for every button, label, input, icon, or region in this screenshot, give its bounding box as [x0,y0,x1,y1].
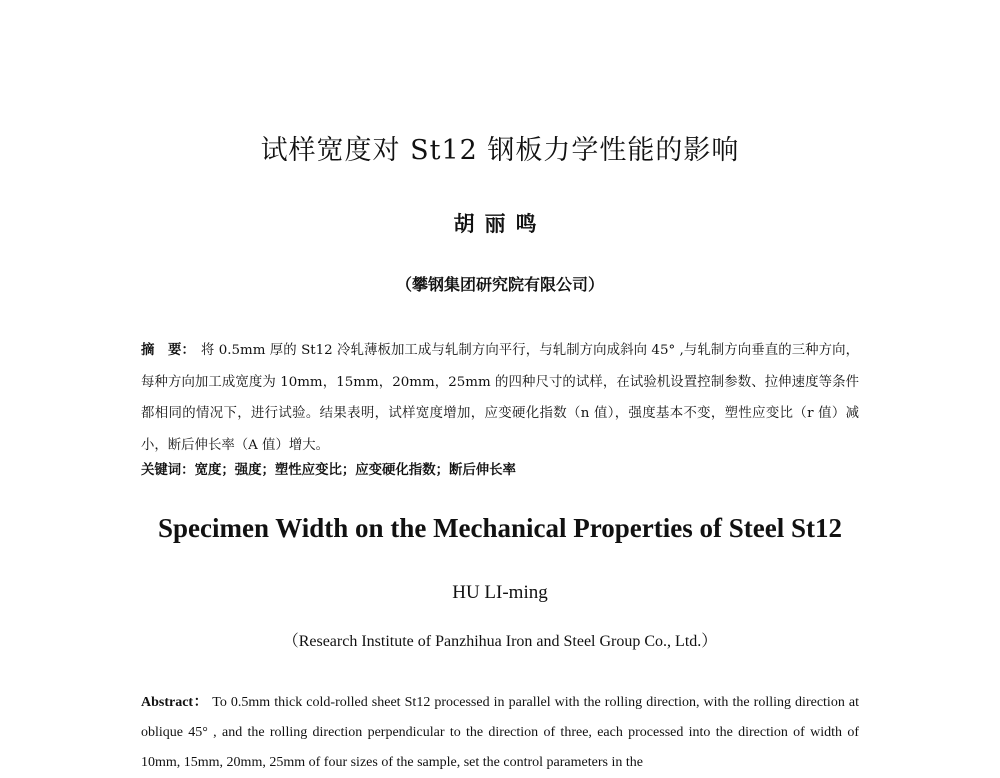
english-abstract-label: Abstract： [141,695,209,710]
chinese-abstract-text: 将 0.5mm 厚的 St12 冷轧薄板加工成与轧制方向平行，与轧制方向成斜向 45° ,与轧制方向垂直的三种方向，每种方向加工成宽度为 10mm，15mm，20mm，25mm 的四种尺寸的试样，在试验机设置控制参数、拉伸速度等条件都相同的情况下，进行试验。结果表明，试样宽度增加，应变硬化指数（n 值），强度基本不变，塑性应变比（r 值）减小，断后伸长率（A 值）增大。 [141,343,859,453]
chinese-affiliation: （攀钢集团研究院有限公司） [395,275,604,294]
chinese-author: 胡丽鸣 [453,211,547,236]
chinese-keywords-label: 关键词： [141,462,195,478]
chinese-abstract [141,335,859,461]
english-abstract [141,688,859,778]
chinese-abstract-label: 摘 要： [141,342,195,358]
chinese-keywords-text: 宽度；强度；塑性应变比；应变硬化指数；断后伸长率 [194,462,516,478]
chinese-title: 试样宽度对 St12 钢板力学性能的影响 [260,135,740,166]
chinese-keywords [141,459,859,481]
english-author: HU LI-ming [452,582,548,603]
english-title: Specimen Width on the Mechanical Properties of Steel St12 [158,513,842,543]
english-affiliation: （Research Institute of Panzhihua Iron and Steel Group Co., Ltd.） [282,633,718,650]
english-abstract-text: To 0.5mm thick cold-rolled sheet St12 processed in parallel with the rolling direction, with the rolling direction at oblique 45° , and the rolling direction perpendicular to the direction of three, each processed into the direction of width of 10mm, 15mm, 20mm, 25mm of four sizes of the sample, set the control parameters in the [141,695,859,770]
